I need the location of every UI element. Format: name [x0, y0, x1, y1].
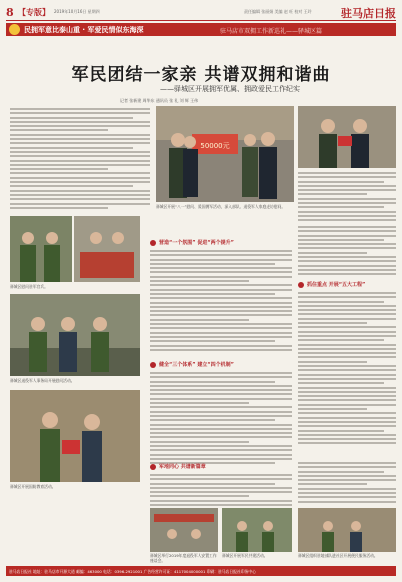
section-bullet-icon	[150, 240, 156, 246]
left-photo-1	[10, 216, 72, 282]
bottom-photo-3	[298, 508, 396, 552]
left-photo-2	[74, 216, 140, 282]
section-heading-4-label: 军地同心 共谱新篇章	[159, 464, 206, 470]
check-amount: 50000元	[200, 142, 230, 150]
right-column-text-2	[298, 226, 396, 278]
section-heading-2	[150, 360, 292, 369]
left-photo-3	[10, 294, 140, 376]
middle-column-text-3	[150, 474, 292, 508]
bottom-photo-caption-3: 驿城区组织驻地部队进社区开展便民服务活动。	[298, 553, 378, 558]
header-rule	[6, 20, 396, 21]
editor-credits: 责任编辑 张丽娟 美编 赵 旺 校对 王玲	[244, 9, 312, 14]
right-column-text-4	[298, 462, 396, 505]
middle-column-text-1	[150, 250, 292, 353]
masthead-logo: 驻马店日报	[341, 7, 396, 20]
right-column-text-1	[298, 172, 396, 224]
issue-date: 2019年10月16日 星期四	[54, 9, 100, 14]
section-label: 【专版】	[18, 8, 50, 17]
section-bullet-icon	[298, 282, 304, 288]
section-heading-1	[150, 238, 292, 247]
bottom-photo-caption-2: 驿城区开展军民共建活动。	[222, 553, 268, 558]
bottom-photo-2	[222, 508, 292, 552]
page-footer	[6, 566, 396, 576]
left-photo-caption-1: 驿城区慰问驻军官兵。	[10, 284, 48, 289]
section-heading-4	[150, 462, 292, 471]
main-photo-caption: 驿城区开展“八一”慰问、爱国拥军活动，深入部队、退役军人家庭走访慰问。	[156, 204, 286, 209]
page-number: 8	[6, 6, 14, 19]
right-top-photo	[298, 106, 396, 168]
section-bullet-icon	[150, 362, 156, 368]
footer-info: 驻马店日报社 地址：驻马店市开源大道 邮编：463000 电话：0396-2921001 广告经营许可证：4117004000001 印刷：驻马店日报社印务中心	[9, 569, 256, 574]
section-heading-1-label: 营造“一个氛围” 促进“两个提升”	[159, 240, 234, 246]
banner-series-title: 驻马店市双拥工作新巡礼——驿城区篇	[220, 28, 323, 35]
section-heading-3	[298, 280, 396, 289]
main-photo	[156, 106, 294, 202]
headline: 军民团结一家亲 共谱双拥和谐曲	[71, 65, 331, 85]
banner-slogan: 民拥军意比泰山重 · 军爱民情似东海深	[24, 26, 144, 34]
section-bullet-icon	[150, 464, 156, 470]
emblem-icon	[9, 24, 20, 35]
left-photo-4	[10, 390, 140, 482]
byline: 记者 张新建 周华东 通讯员 张 礼 刘 辉 王伟	[120, 98, 199, 103]
left-photo-caption-3: 驿城区开展国防教育活动。	[10, 484, 56, 489]
subheadline: ——驿城区开展拥军优属、拥政爱民工作纪实	[160, 85, 300, 93]
topic-banner	[6, 23, 396, 36]
section-heading-3-label: 抓住重点 开展“五大工程”	[307, 282, 366, 288]
section-heading-2-label: 健全“三个体系” 建立“四个机制”	[159, 362, 234, 368]
bottom-photo-1	[150, 508, 218, 552]
bottom-photo-caption-1: 驿城区举行2019年度退役军人安置工作座谈会。	[150, 553, 217, 563]
page-header	[6, 6, 396, 18]
left-photo-caption-2: 驿城区退役军人事务局开展慰问活动。	[10, 378, 75, 383]
middle-column-text-2	[150, 372, 292, 467]
right-column-text-3	[298, 292, 396, 447]
lead-paragraph	[10, 108, 150, 211]
